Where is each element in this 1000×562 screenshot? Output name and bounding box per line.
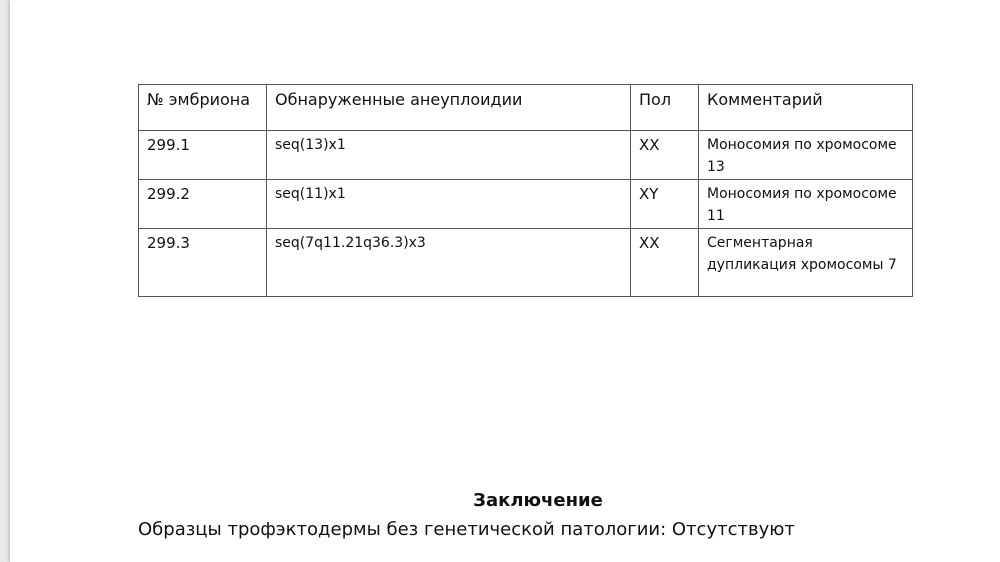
header-aneuploidies: Обнаруженные анеуплоидии xyxy=(267,85,631,131)
header-embryo-number: № эмбриона xyxy=(139,85,267,131)
table-header-row xyxy=(139,85,913,131)
header-comment: Комментарий xyxy=(699,85,913,131)
sex-cell: XX xyxy=(631,131,699,180)
header-sex: Пол xyxy=(631,85,699,131)
embryo-number-cell: 299.2 xyxy=(139,180,267,229)
table-row xyxy=(139,229,913,297)
document-page xyxy=(10,0,1000,562)
sex-cell: XY xyxy=(631,180,699,229)
embryo-number-cell: 299.3 xyxy=(139,229,267,297)
table-row xyxy=(139,180,913,229)
aneuploidy-table xyxy=(138,84,913,297)
aneuploidy-cell: seq(13)x1 xyxy=(267,131,631,180)
embryo-number-cell: 299.1 xyxy=(139,131,267,180)
conclusion-heading: Заключение xyxy=(473,490,603,511)
comment-cell: Моносомия по хромосоме 13 xyxy=(699,131,913,180)
aneuploidy-cell: seq(7q11.21q36.3)x3 xyxy=(267,229,631,297)
sex-cell: XX xyxy=(631,229,699,297)
table-row xyxy=(139,131,913,180)
aneuploidy-cell: seq(11)x1 xyxy=(267,180,631,229)
conclusion-text: Образцы трофэктодермы без генетической патологии: Отсутствуют xyxy=(138,519,795,540)
comment-cell: Моносомия по хромосоме 11 xyxy=(699,180,913,229)
comment-cell: Сегментарная дупликация хромосомы 7 xyxy=(699,229,913,297)
